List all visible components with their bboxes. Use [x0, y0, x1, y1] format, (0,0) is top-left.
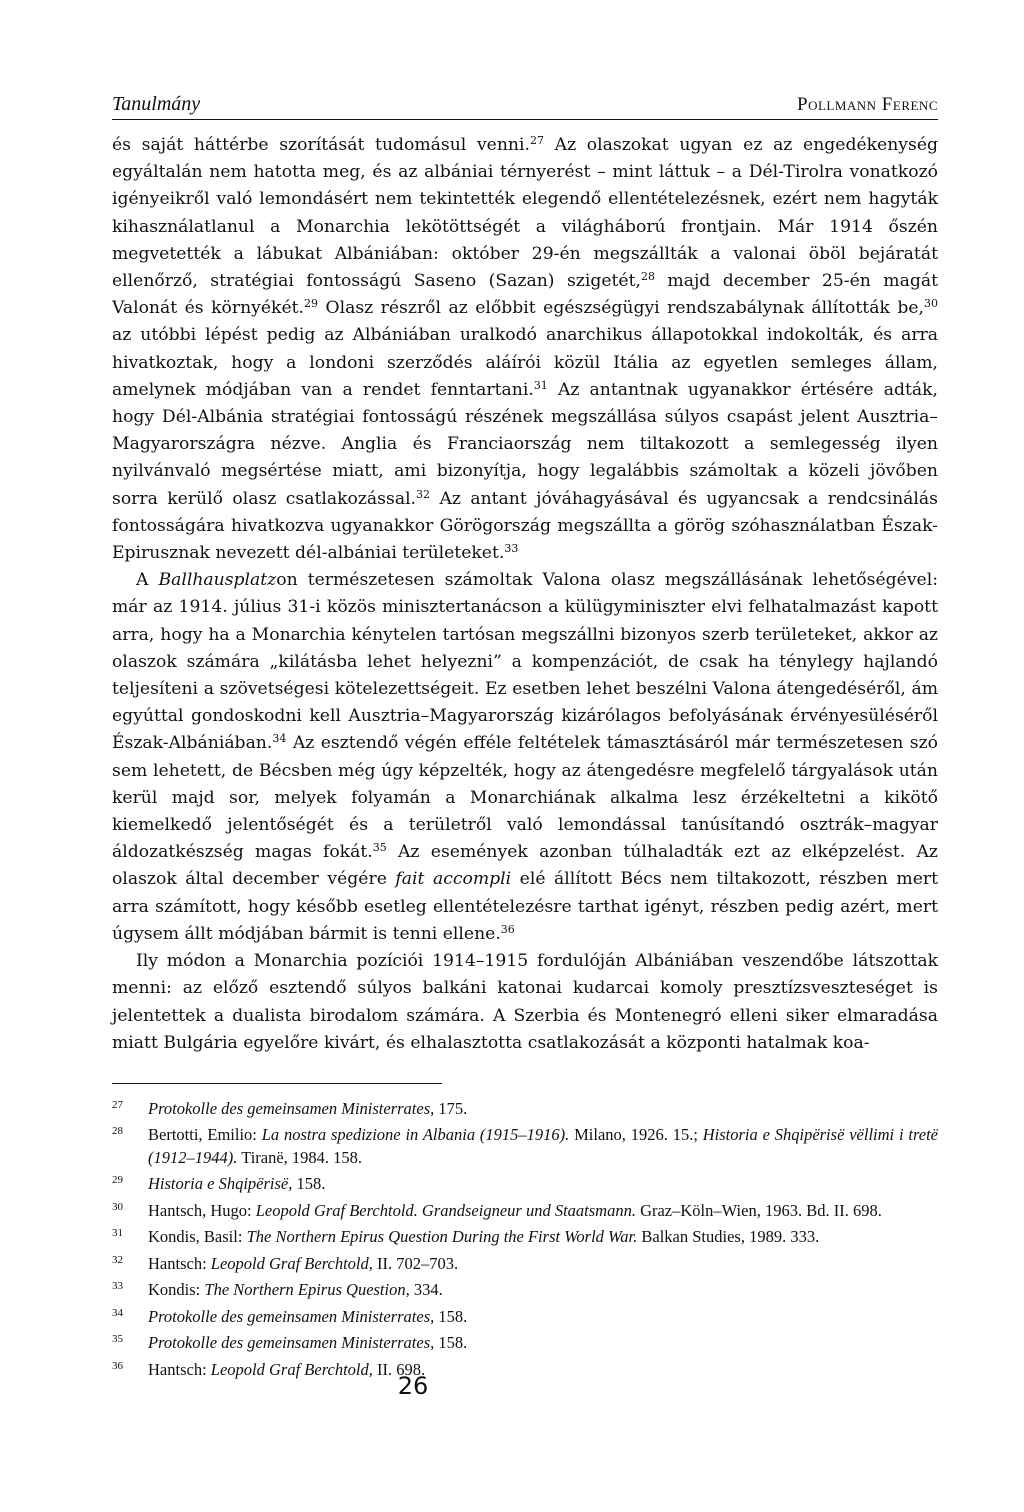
footnote-text — [148, 1173, 938, 1196]
italic-text: Protokolle des gemeinsamen Ministerrates, — [148, 1098, 435, 1118]
text-run: Az esztendő végén efféle feltételek támasztásáról már természetesen szó sem lehetett, de Bécsben még úgy képzelték, hogy az átengedésre megfelelő tárgyalások után kerül majd sor, melyek folyamán a Monarchiának alkalma lesz érzékeltetni a kikötő kiemelkedő jelentőségét és a területről való lemondással tanúsítandó osztrák–magyar áldozatkészség magas fokát. — [112, 733, 938, 863]
text-run: Az antant jóváhagyásával és ugyancsak a rendcsinálás fontosságára hivatkozva ugyanakkor Görögország megszállta a görög szóhasználatban Észak-Epirusznak nevezett dél-albániai területeket. — [112, 488, 938, 564]
footnote-number: 27 — [112, 1098, 123, 1111]
italic-text: Leopold Graf Berchtold, — [210, 1359, 373, 1379]
footnote-ref[interactable]: 32 — [416, 487, 431, 501]
text-run: II. 698. — [372, 1359, 426, 1379]
footnote — [112, 1098, 938, 1121]
italic-text: Protokolle des gemeinsamen Ministerrates, — [148, 1333, 435, 1353]
text-run: Balkan Studies, 1989. 333. — [637, 1227, 820, 1247]
text-run: Az események azonban túlhaladták ezt az elképzelést. Az olaszok által december végére — [112, 842, 938, 890]
footnotes — [112, 1098, 938, 1382]
text-run: majd december 25-én magát Valonát és környékét. — [112, 271, 939, 319]
running-header — [112, 86, 938, 120]
footnote — [112, 1279, 938, 1302]
footnote — [112, 1200, 938, 1223]
footnote — [112, 1173, 938, 1196]
footnote — [112, 1226, 938, 1249]
footnote-number: 28 — [112, 1125, 123, 1138]
italic-text: fait accompli — [395, 869, 512, 890]
footnote-ref[interactable]: 28 — [640, 270, 655, 284]
footnote-ref[interactable]: 35 — [372, 841, 387, 855]
footnote-ref[interactable]: 31 — [533, 378, 548, 392]
text-run: Graz–Köln–Wien, 1963. Bd. II. 698. — [635, 1200, 882, 1220]
italic-text: The Northern Epirus Question During the First World War. — [246, 1227, 638, 1247]
footnote-number: 35 — [112, 1333, 123, 1346]
text-run: on természetesen számoltak Valona olasz megszállásának lehetőségével: már az 1914. július 31-i közös minisztertanácson a külügyminiszter elvi felhatalmazást kapott arra, hogy ha a Monarchia kénytelen tartósan megszállni bizonyos szerb területeket, akkor az olaszok számára „kilátásba lehet helyezni” a kompenzációt, de csak ha ténylegy hajlandó teljesíteni a szövetségesi kötelezettségeit. Ez esetben lehet beszélni Valona átengedéséről, ám egyúttal gondoskodni kell Ausztria–Magyarország kizárólagos befolyásának érvényesüléséről Észak-Albániában. — [112, 570, 938, 754]
footnote-text — [148, 1279, 938, 1302]
text-run: 158. — [292, 1174, 326, 1194]
text-run: 175. — [434, 1098, 468, 1118]
footnote-text — [148, 1253, 938, 1276]
footnote-ref[interactable]: 30 — [924, 297, 938, 311]
italic-text: Leopold Graf Berchtold, — [210, 1253, 373, 1273]
text-run: Olasz részről az előbbit egészségügyi rendszabálynak állították be, — [318, 298, 924, 319]
footnote-number: 31 — [112, 1227, 123, 1240]
footnote — [112, 1332, 938, 1355]
text-run: Az antantnak ugyanakkor értésére adták, hogy Dél-Albánia stratégiai fontosságú részének megszállása súlyos csapást jelent Ausztria–Magyarországra nézve. Anglia és Franciaország nem tiltakozott a semlegesség ilyen nyilvánvaló megsértése miatt, ami bizonyítja, hogy legalábbis számoltak a közeli jövőben sorra kerülő olasz csatlakozással. — [112, 379, 938, 509]
footnote-divider — [112, 1083, 442, 1084]
paragraph — [112, 948, 938, 1057]
footnote-number: 33 — [112, 1280, 123, 1293]
text-run: elé állított Bécs nem tiltakozott, részben mert arra számított, hogy később esetleg ellentételezésre tarthat igényt, részben pedig azért, mert úgysem állt módjában bármit is tenni ellene. — [112, 869, 938, 944]
footnote-number: 34 — [112, 1306, 123, 1319]
italic-text: Leopold Graf Berchtold. Grandseigneur und Staatsmann. — [255, 1200, 636, 1220]
italic-text: Ballhausplatz — [158, 570, 277, 591]
text-run: Tiranë, 1984. 158. — [237, 1147, 363, 1167]
text-run: A — [136, 570, 159, 591]
text-run: 158. — [434, 1333, 468, 1353]
footnote-ref[interactable]: 34 — [272, 732, 287, 746]
text-run: 158. — [434, 1306, 468, 1326]
page-number: 26 — [397, 1372, 429, 1400]
section-label: Tanulmány — [112, 93, 201, 115]
text-run: az utóbbi lépést pedig az Albániában uralkodó anarchikus állapotokkal indokolták, és arra hivatkoztak, hogy a londoni szerződés aláírói közül Itália az egyetlen semleges állam, amelynek módjában van a rendet fenntartani. — [112, 325, 938, 400]
footnote-number: 30 — [112, 1200, 123, 1213]
footnote-text — [148, 1226, 938, 1249]
footnote-number: 29 — [112, 1174, 123, 1187]
footnote — [112, 1124, 938, 1169]
text-run: Ily módon a Monarchia pozíciói 1914–1915 fordulóján Albániában veszendőbe látszottak menni: az előző esztendő súlyos balkáni katonai kudarcai komoly presztízsveszteséget is jelentettek a dualista birodalom számára. A Szerbia és Montenegró elleni siker elmaradása miatt Bulgária egyelőre kivárt, és elhalasztotta csatlakozását a központi hatalmak koa- — [112, 951, 938, 1053]
footnote-text — [148, 1124, 938, 1169]
footnote-ref[interactable]: 36 — [500, 922, 515, 936]
text-run: és saját háttérbe szorítását tudomásul venni. — [112, 135, 530, 155]
author-name: Pollmann Ferenc — [797, 94, 938, 115]
article-body — [112, 132, 938, 1057]
paragraph — [112, 567, 938, 948]
text-run: Kondis: — [148, 1280, 205, 1300]
text-run: Kondis, Basil: — [148, 1227, 247, 1247]
footnote — [112, 1253, 938, 1276]
text-run: Hantsch, Hugo: — [148, 1200, 256, 1220]
footnote-text — [148, 1200, 938, 1223]
footnote-text — [148, 1332, 938, 1355]
footnote-number: 36 — [112, 1359, 123, 1372]
footnote-text — [148, 1098, 938, 1121]
text-run: Az olaszokat ugyan ez az engedékenység egyáltalán nem hatotta meg, és az albániai térnyerést – mint láttuk – a Dél-Tirolra vonatkozó igényeikről való lemondásért nem tekintették elegendő ellentételezésnek, ezért nem hagyták kihasználatlanul a Monarchia lekötöttségét a világháború frontjain. Már 1914 őszén megvetették a lábukat Albániában: október 29-én megszállták a valonai öböl bejáratát ellenőrző, stratégiai fontosságú Saseno (Sazan) szigetét, — [112, 135, 938, 292]
text-run: Bertotti, Emilio: — [148, 1125, 262, 1145]
page — [112, 86, 938, 1385]
italic-text: Historia e Shqipërisë, — [148, 1174, 293, 1194]
paragraph — [112, 132, 938, 567]
footnote-ref[interactable]: 29 — [304, 297, 318, 311]
text-run: Milano, 1926. 15.; — [569, 1125, 703, 1145]
footnote-text — [148, 1306, 938, 1329]
footnote-ref[interactable]: 33 — [504, 542, 519, 556]
footnote-number: 32 — [112, 1253, 123, 1266]
text-run: II. 702–703. — [372, 1253, 459, 1273]
text-run: 334. — [409, 1280, 443, 1300]
text-run: Hantsch: — [148, 1253, 211, 1273]
italic-text: Historia e Shqipërisë vëllimi i tretë (1912–1944). — [148, 1125, 938, 1167]
footnote — [112, 1306, 938, 1329]
italic-text: Protokolle des gemeinsamen Ministerrates, — [148, 1306, 435, 1326]
italic-text: La nostra spedizione in Albania (1915–1916). — [261, 1125, 570, 1145]
italic-text: The Northern Epirus Question, — [204, 1280, 410, 1300]
text-run: Hantsch: — [148, 1359, 211, 1379]
footnote-ref[interactable]: 27 — [529, 134, 544, 147]
